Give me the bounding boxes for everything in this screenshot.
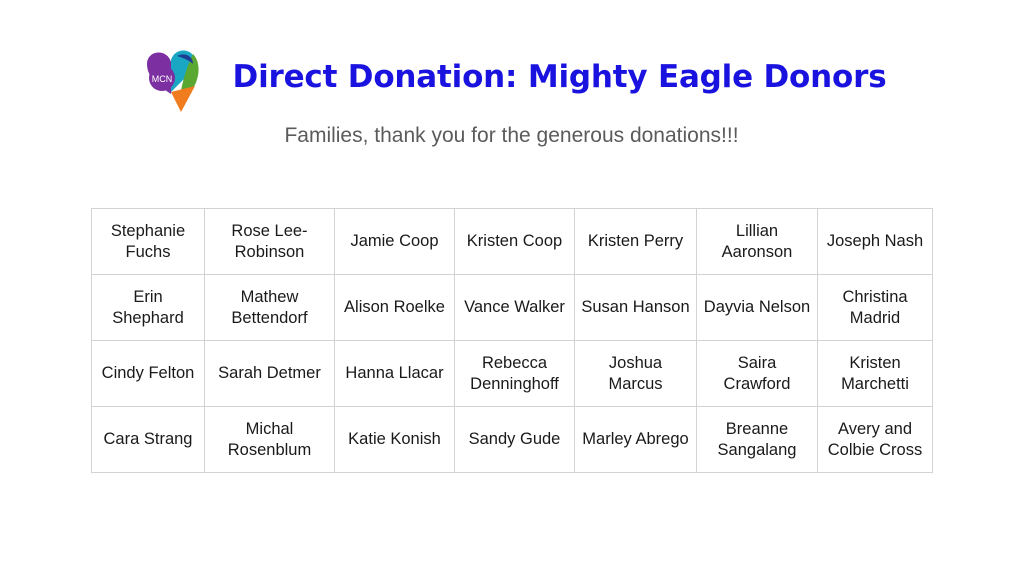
donor-cell: Susan Hanson <box>575 275 697 341</box>
donor-cell: Avery and Colbie Cross <box>818 407 933 473</box>
donor-cell: Joshua Marcus <box>575 341 697 407</box>
donor-cell: Stephanie Fuchs <box>92 209 205 275</box>
mcn-logo-icon <box>137 36 219 118</box>
donor-cell: Katie Konish <box>335 407 455 473</box>
table-row <box>92 407 933 473</box>
donor-cell: Erin Shephard <box>92 275 205 341</box>
donor-cell: Kristen Marchetti <box>818 341 933 407</box>
slide-header <box>0 36 1023 118</box>
page-title: Direct Donation: Mighty Eagle Donors <box>232 59 887 95</box>
mcn-logo-text: MCN <box>151 74 172 84</box>
donor-cell: Joseph Nash <box>818 209 933 275</box>
donor-cell: Jamie Coop <box>335 209 455 275</box>
donor-cell: Hanna Llacar <box>335 341 455 407</box>
donor-cell: Breanne Sangalang <box>697 407 818 473</box>
donor-cell: Sandy Gude <box>455 407 575 473</box>
donor-cell: Marley Abrego <box>575 407 697 473</box>
donor-cell: Christina Madrid <box>818 275 933 341</box>
donor-cell: Cindy Felton <box>92 341 205 407</box>
table-row <box>92 341 933 407</box>
donor-cell: Sarah Detmer <box>205 341 335 407</box>
donor-cell: Kristen Perry <box>575 209 697 275</box>
donor-cell: Rebecca Denninghoff <box>455 341 575 407</box>
donor-cell: Cara Strang <box>92 407 205 473</box>
donor-cell: Alison Roelke <box>335 275 455 341</box>
donor-cell: Mathew Bettendorf <box>205 275 335 341</box>
donor-cell: Rose Lee-Robinson <box>205 209 335 275</box>
page-subtitle: Families, thank you for the generous donations!!! <box>284 124 739 147</box>
donor-cell: Saira Crawford <box>697 341 818 407</box>
donor-cell: Vance Walker <box>455 275 575 341</box>
table-row <box>92 209 933 275</box>
donor-cell: Lillian Aaronson <box>697 209 818 275</box>
donor-cell: Dayvia Nelson <box>697 275 818 341</box>
table-row <box>92 275 933 341</box>
donors-table <box>91 208 933 473</box>
donor-cell: Michal Rosenblum <box>205 407 335 473</box>
donors-table-container <box>91 208 932 473</box>
donor-cell: Kristen Coop <box>455 209 575 275</box>
